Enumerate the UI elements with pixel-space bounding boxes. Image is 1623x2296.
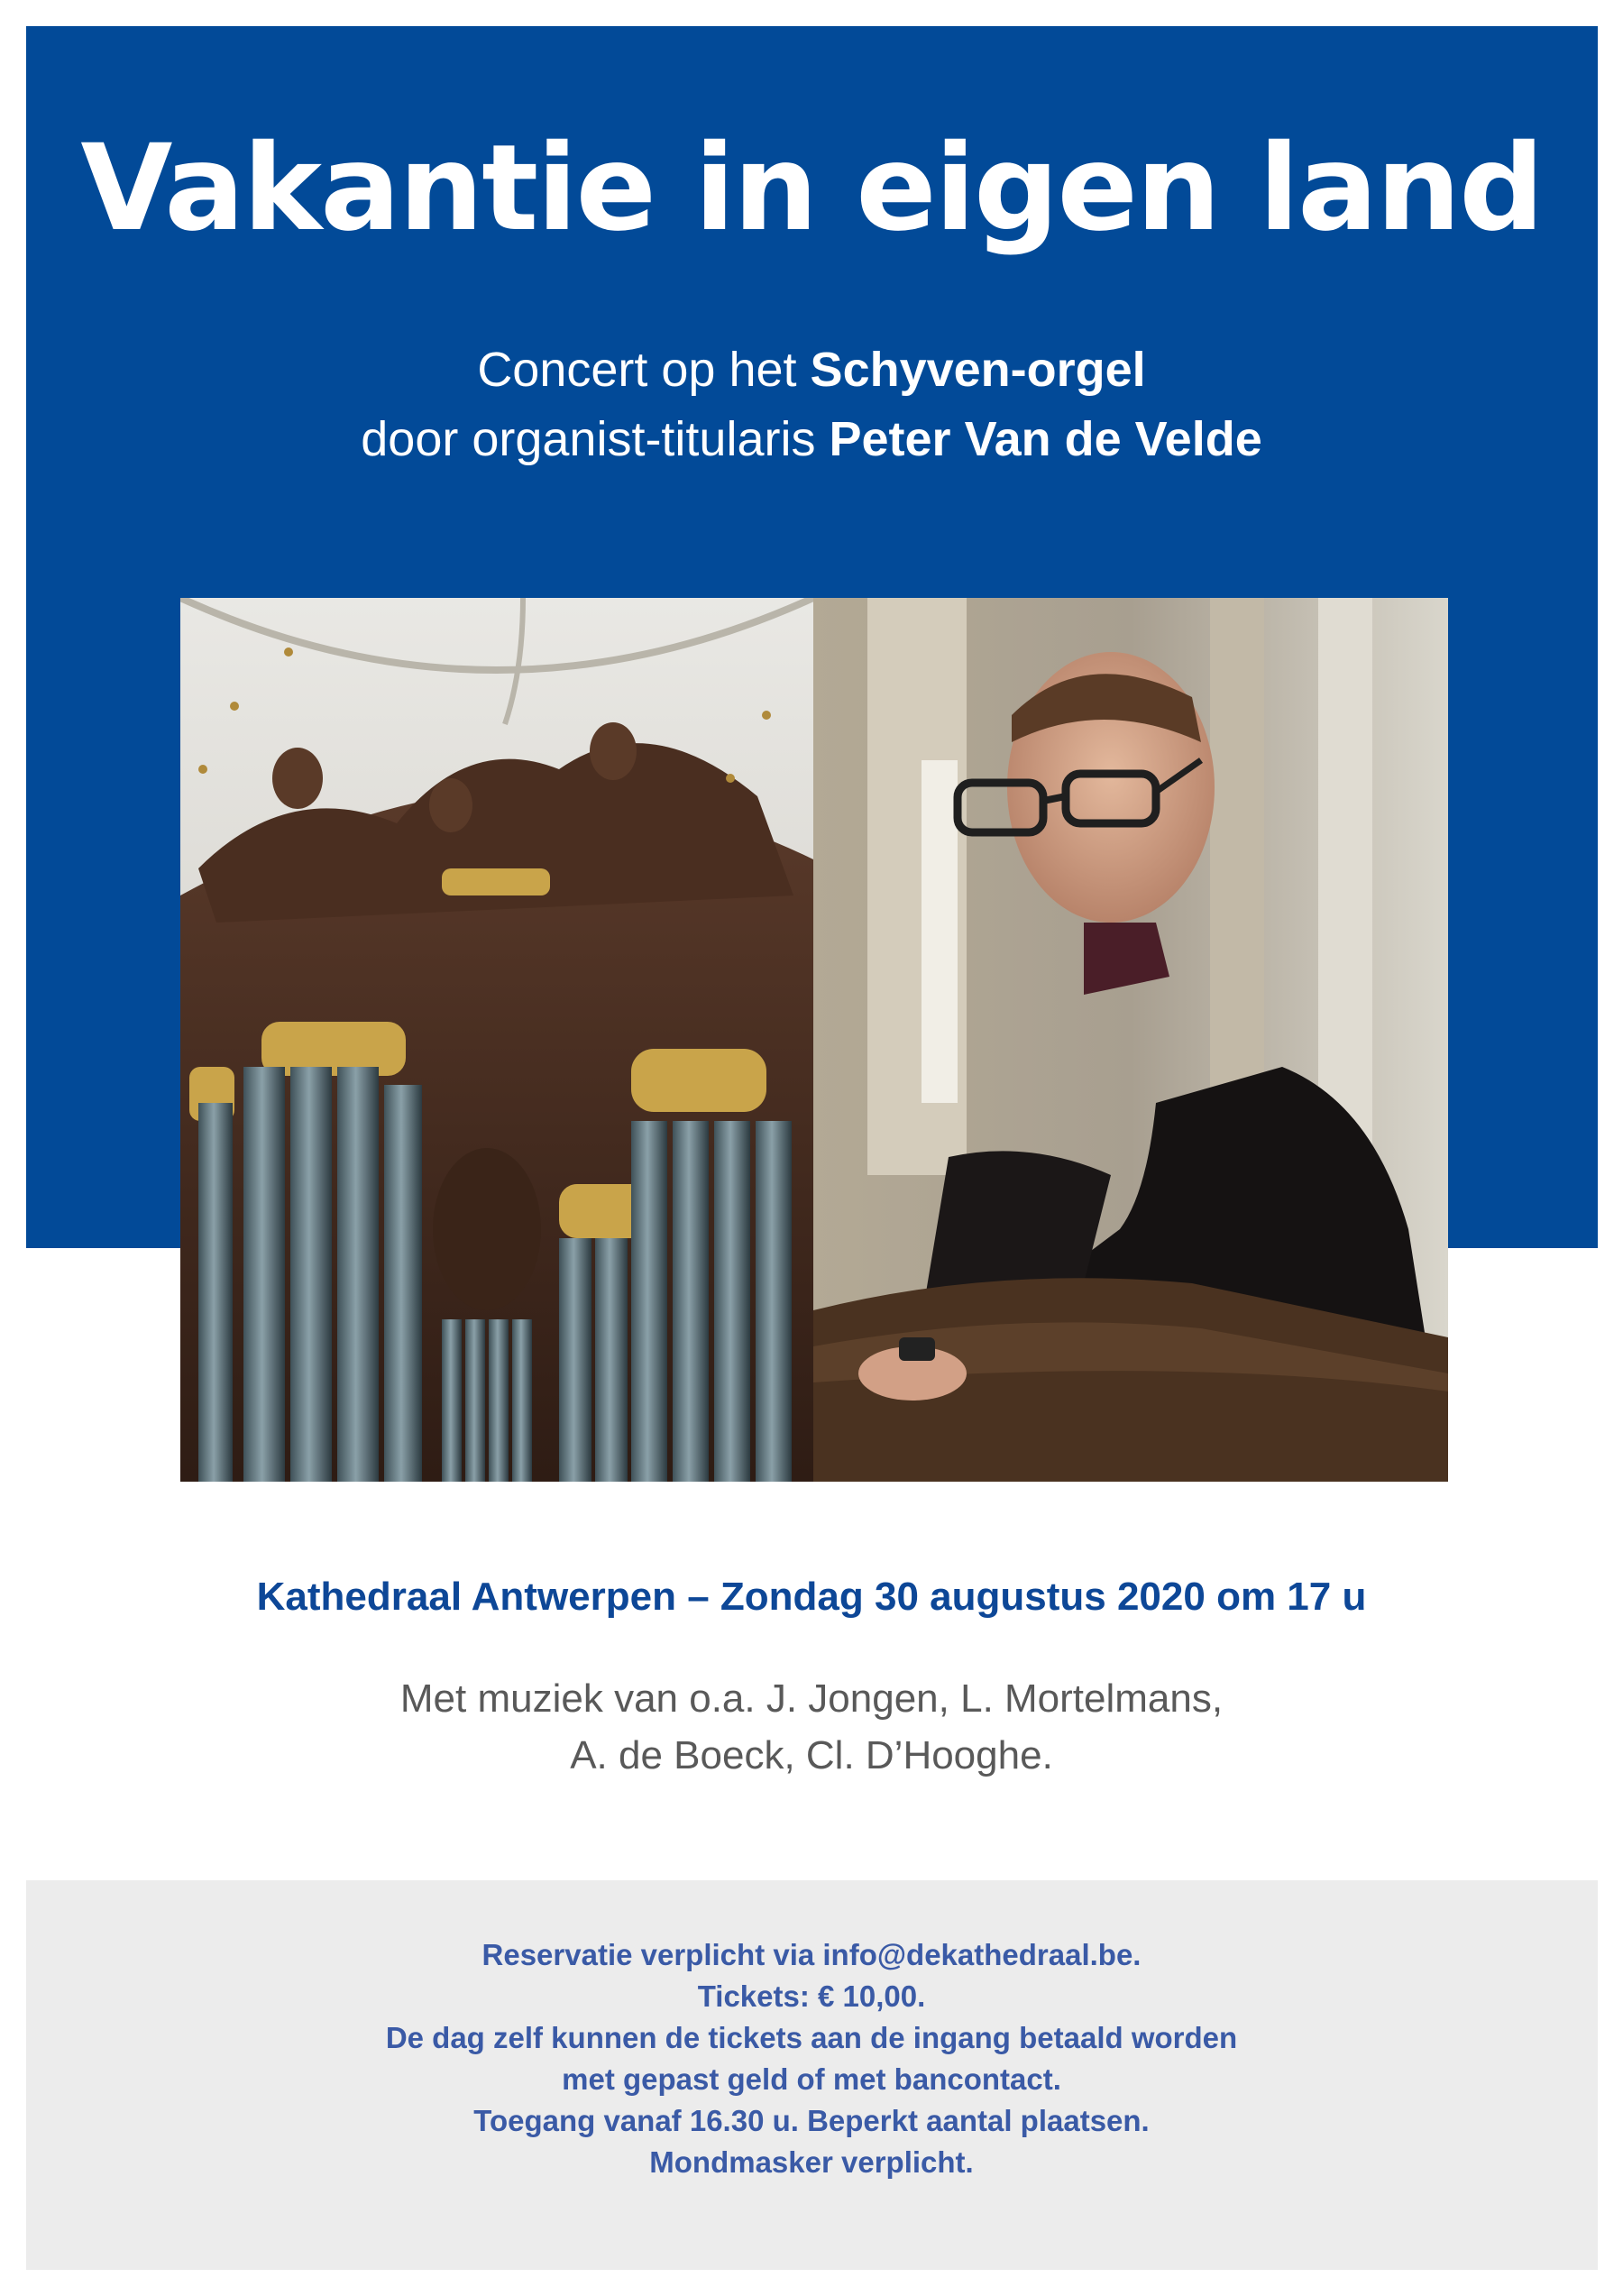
info-tickets: Tickets: € 10,00. bbox=[697, 1979, 926, 2013]
music-line-1: Met muziek van o.a. J. Jongen, L. Mortelmans, bbox=[399, 1676, 1224, 1721]
music-line-2: A. de Boeck, Cl. D’Hooghe. bbox=[570, 1733, 1053, 1777]
organist-name: Peter Van de Velde bbox=[829, 412, 1262, 466]
subtitle-line-1-text: Concert op het bbox=[477, 343, 811, 397]
venue-and-date: Kathedraal Antwerpen – Zondag 30 augustus 2020 om 17 u bbox=[256, 1575, 1367, 1619]
info-mask: Mondmasker verplicht. bbox=[649, 2145, 974, 2179]
organist-image bbox=[813, 598, 1448, 1482]
info-reservation: Reservatie verplicht via info@dekathedraal.be. bbox=[481, 1938, 1142, 1971]
subtitle-line-2 bbox=[0, 410, 1623, 469]
poster-title: Vakantie in eigen land bbox=[80, 119, 1543, 258]
info-payment-line-1: De dag zelf kunnen de tickets aan de ingang betaald worden bbox=[385, 2021, 1238, 2054]
organist-photo bbox=[813, 598, 1448, 1482]
subtitle-line-2-text: door organist-titularis bbox=[361, 412, 830, 466]
subtitle-line-1 bbox=[0, 341, 1623, 400]
info-payment-line-2: met gepast geld of met bancontact. bbox=[562, 2062, 1061, 2096]
organ-name: Schyven-orgel bbox=[810, 343, 1146, 397]
organ-photo bbox=[180, 598, 813, 1482]
organ-image bbox=[180, 598, 813, 1482]
info-access: Toegang vanaf 16.30 u. Beperkt aantal plaatsen. bbox=[473, 2104, 1150, 2137]
